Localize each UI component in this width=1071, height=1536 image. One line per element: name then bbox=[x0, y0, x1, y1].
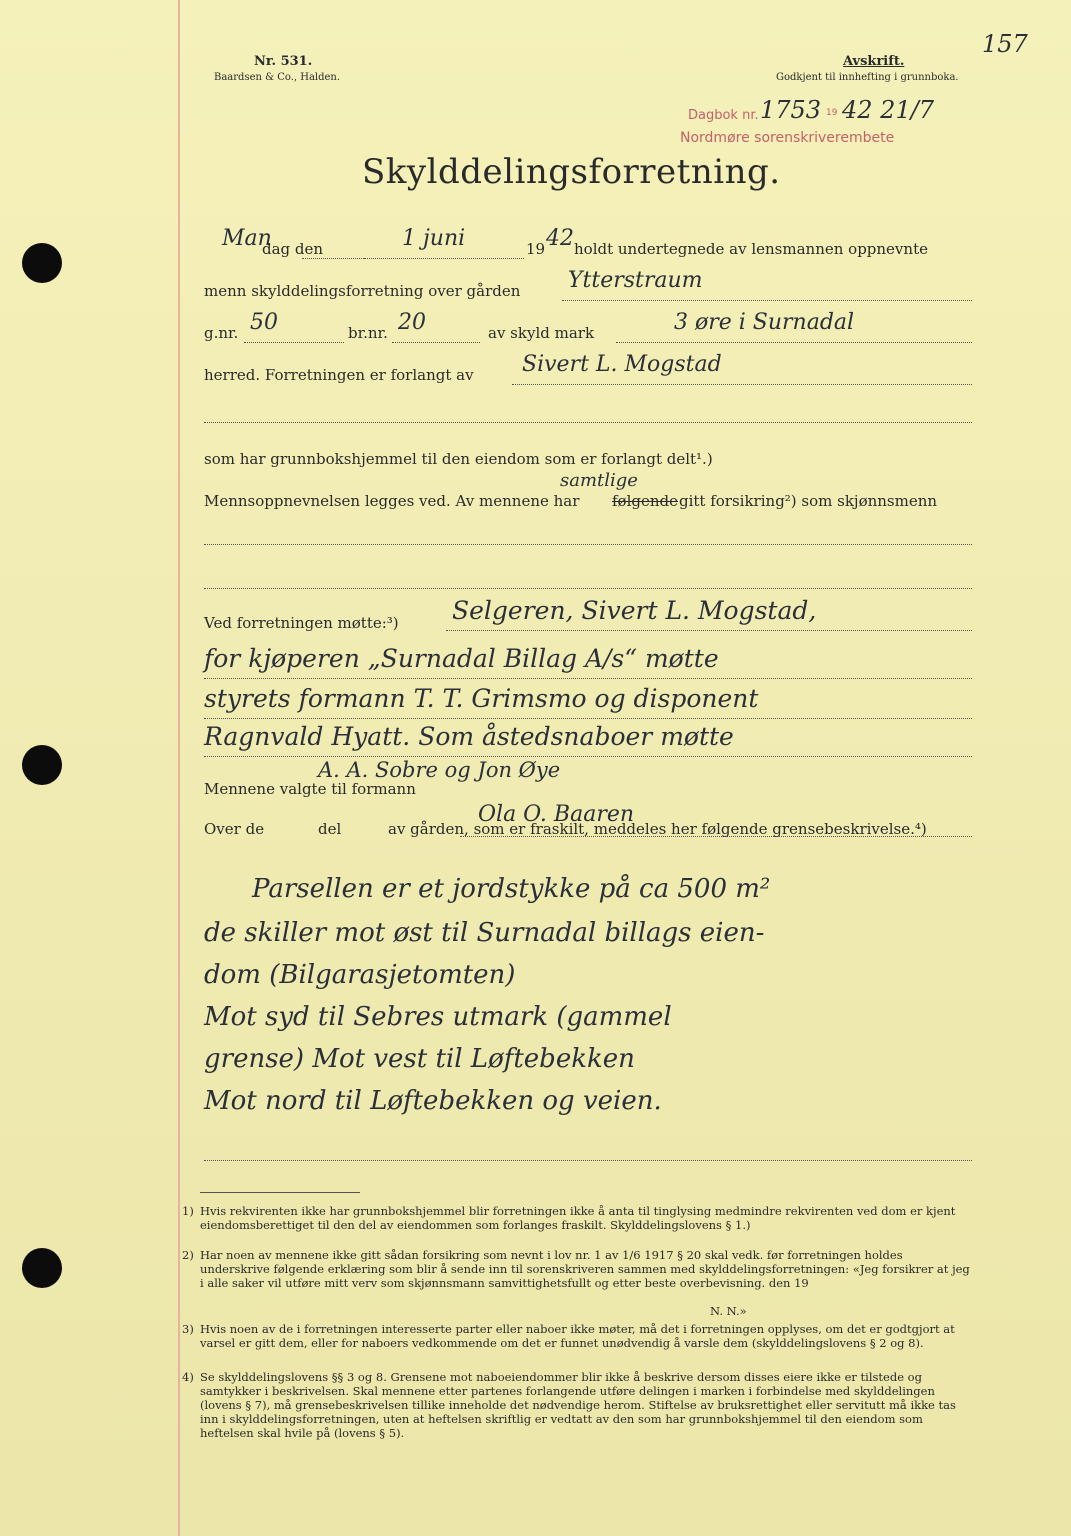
fill-line bbox=[244, 342, 344, 343]
label-year-prefix: 19 bbox=[526, 240, 546, 258]
line9-over-de: Over de bbox=[204, 820, 265, 838]
label-skyld: av skyld mark bbox=[488, 324, 595, 342]
struck-word: følgende bbox=[612, 492, 678, 510]
hand-gnr: 50 bbox=[250, 310, 278, 335]
footnote-2 bbox=[182, 1248, 970, 1290]
footnote-text: Hvis noen av de i forretningen interesserte parter eller naboer ikke møter, må det i forretningen opplyses, om det er godtgjort at varsel er gitt dem, eller for naboers vedkommende om det er funnet unødvendig å varsle dem (skylddelingslovens § 2 og 8). bbox=[200, 1322, 955, 1350]
footnote-3 bbox=[182, 1322, 970, 1350]
punch-hole bbox=[22, 243, 62, 283]
fill-line bbox=[512, 384, 972, 385]
hand-attendee-3: styrets formann T. T. Grimsmo og disponent bbox=[204, 684, 759, 713]
margin-rule bbox=[178, 0, 180, 1536]
footnote-text: Har noen av mennene ikke gitt sådan forsikring som nevnt i lov nr. 1 av 1/6 1917 § 20 skal vedk. før forretningen holdes underskrive følgende erklæring som blir å sende inn til sorenskriveren sammen med skylddelingsforretningen: «Jeg forsikrer at jeg i alle saker vil utføre mitt verv som skjønnsmann samvittighetsfullt og etter beste overbevisning. den 19 bbox=[200, 1248, 970, 1290]
fill-line bbox=[204, 1160, 972, 1161]
line9-text: av gården, som er fraskilt, meddeles her følgende grensebeskrivelse.⁴) bbox=[388, 820, 927, 838]
label-dag-den: dag den bbox=[262, 240, 324, 258]
punch-hole bbox=[22, 1248, 62, 1288]
hand-attendee-5: A. A. Sobre og Jon Øye bbox=[318, 758, 561, 782]
corner-page-number: 157 bbox=[982, 30, 1028, 58]
footnote-number: 2) bbox=[182, 1248, 194, 1262]
label-brnr: br.nr. bbox=[348, 324, 388, 342]
hand-brnr: 20 bbox=[398, 310, 426, 335]
hand-boundary-3: dom (Bilgarasjetomten) bbox=[204, 960, 516, 990]
line1-text: holdt undertegnede av lensmannen oppnevnte bbox=[574, 240, 928, 258]
fill-line bbox=[204, 422, 972, 423]
footnote-text: N. N.» bbox=[710, 1304, 747, 1318]
footnote-number: 4) bbox=[182, 1370, 194, 1384]
hand-date: 1 juni bbox=[402, 226, 466, 251]
form-number: Nr. 531. bbox=[254, 54, 313, 69]
journal-year-prefix: 19 bbox=[826, 108, 838, 118]
fill-line bbox=[204, 544, 972, 545]
fill-line bbox=[204, 588, 972, 589]
office-stamp: Nordmøre sorenskriverembete bbox=[680, 130, 895, 146]
journal-date: 42 21/7 bbox=[842, 96, 935, 124]
line8-text: Mennene valgte til formann bbox=[204, 780, 416, 798]
fill-line bbox=[204, 678, 972, 679]
punch-hole bbox=[22, 745, 62, 785]
footnote-separator bbox=[200, 1192, 360, 1193]
hand-boundary-1: Parsellen er et jordstykke på ca 500 m² bbox=[252, 874, 771, 904]
hand-skyld: 3 øre i Surnadal bbox=[674, 310, 855, 335]
fill-line bbox=[562, 300, 972, 301]
fill-line bbox=[392, 342, 480, 343]
footnote-number: 3) bbox=[182, 1322, 194, 1336]
printer-name: Baardsen & Co., Halden. bbox=[214, 72, 341, 83]
hand-farm-name: Ytterstraum bbox=[568, 268, 703, 293]
line6-text-a: Mennsoppnevnelsen legges ved. Av mennene har bbox=[204, 492, 580, 510]
line4-text: herred. Forretningen er forlangt av bbox=[204, 366, 474, 384]
hand-attendee-1: Selgeren, Sivert L. Mogstad, bbox=[452, 596, 817, 625]
hand-boundary-5: grense) Mot vest til Løftebekken bbox=[204, 1044, 635, 1074]
fill-line bbox=[204, 756, 972, 757]
fill-line bbox=[204, 718, 972, 719]
footnote-text: Hvis rekvirenten ikke har grunnbokshjemmel blir forretningen ikke å anta til tinglysing medmindre rekvirenten ved dom er kjent eiendomsberettiget til den del av eiendommen som forlanges fraskilt. Skylddelingslovens § 1.) bbox=[200, 1204, 956, 1232]
fill-line bbox=[616, 342, 972, 343]
hand-attendee-2: for kjøperen „Surnadal Billag A/s“ møtte bbox=[204, 644, 719, 673]
copy-label: Avskrift. bbox=[843, 54, 905, 69]
footnote-4 bbox=[182, 1370, 970, 1440]
line9-del: del bbox=[318, 820, 342, 838]
page-title: Skylddelingsforretning. bbox=[362, 152, 781, 192]
hand-insert-samtlige: samtlige bbox=[560, 470, 638, 491]
footnote-text: Se skylddelingslovens §§ 3 og 8. Grensene mot naboeiendommer blir ikke å beskrive dersom disses eiere ikke er tilstede og samtykker i beskrivelsen. Skal mennene etter partenes forlangende utføre delingen i marken i forbindelse med skylddelingen (lovens § 7), må grensebeskrivelsen tillike inneholde det nødvendige herom. Stiftelse av bruksrettighet eller servitutt må ikke tas inn i skylddelingsforretningen, uten at heftelsen skriftlig er vedtatt av den som har grunnbokshjemmel til den eiendom som heftelsen skal hvile på (lovens § 5). bbox=[200, 1370, 956, 1440]
journal-stamp-label: Dagbok nr. bbox=[688, 108, 759, 123]
hand-chairman: Ola O. Baaren bbox=[478, 802, 635, 827]
hand-attendee-4: Ragnvald Hyatt. Som åstedsnaboer møtte bbox=[204, 722, 734, 751]
line5-text: som har grunnbokshjemmel til den eiendom som er forlangt delt¹.) bbox=[204, 450, 713, 468]
approval-note: Godkjent til innhefting i grunnboka. bbox=[776, 72, 959, 83]
hand-requester: Sivert L. Mogstad bbox=[522, 352, 722, 377]
line6-text-b: gitt forsikring²) som skjønnsmenn bbox=[679, 492, 938, 510]
footnote-signature bbox=[710, 1304, 830, 1318]
journal-number: 1753 bbox=[760, 96, 822, 124]
hand-boundary-2: de skiller mot øst til Surnadal billags eien- bbox=[204, 918, 765, 948]
hand-weekday: Man bbox=[222, 226, 272, 251]
line2-text: menn skylddelingsforretning over gården bbox=[204, 282, 521, 300]
hand-boundary-6: Mot nord til Løftebekken og veien. bbox=[204, 1086, 662, 1116]
hand-year: 42 bbox=[546, 226, 574, 251]
line7-text: Ved forretningen møtte:³) bbox=[204, 614, 399, 632]
label-gnr: g.nr. bbox=[204, 324, 239, 342]
fill-line bbox=[364, 258, 524, 259]
hand-boundary-4: Mot syd til Sebres utmark (gammel bbox=[204, 1002, 672, 1032]
footnote-number: 1) bbox=[182, 1204, 194, 1218]
fill-line bbox=[446, 630, 972, 631]
footnote-1 bbox=[182, 1204, 970, 1232]
